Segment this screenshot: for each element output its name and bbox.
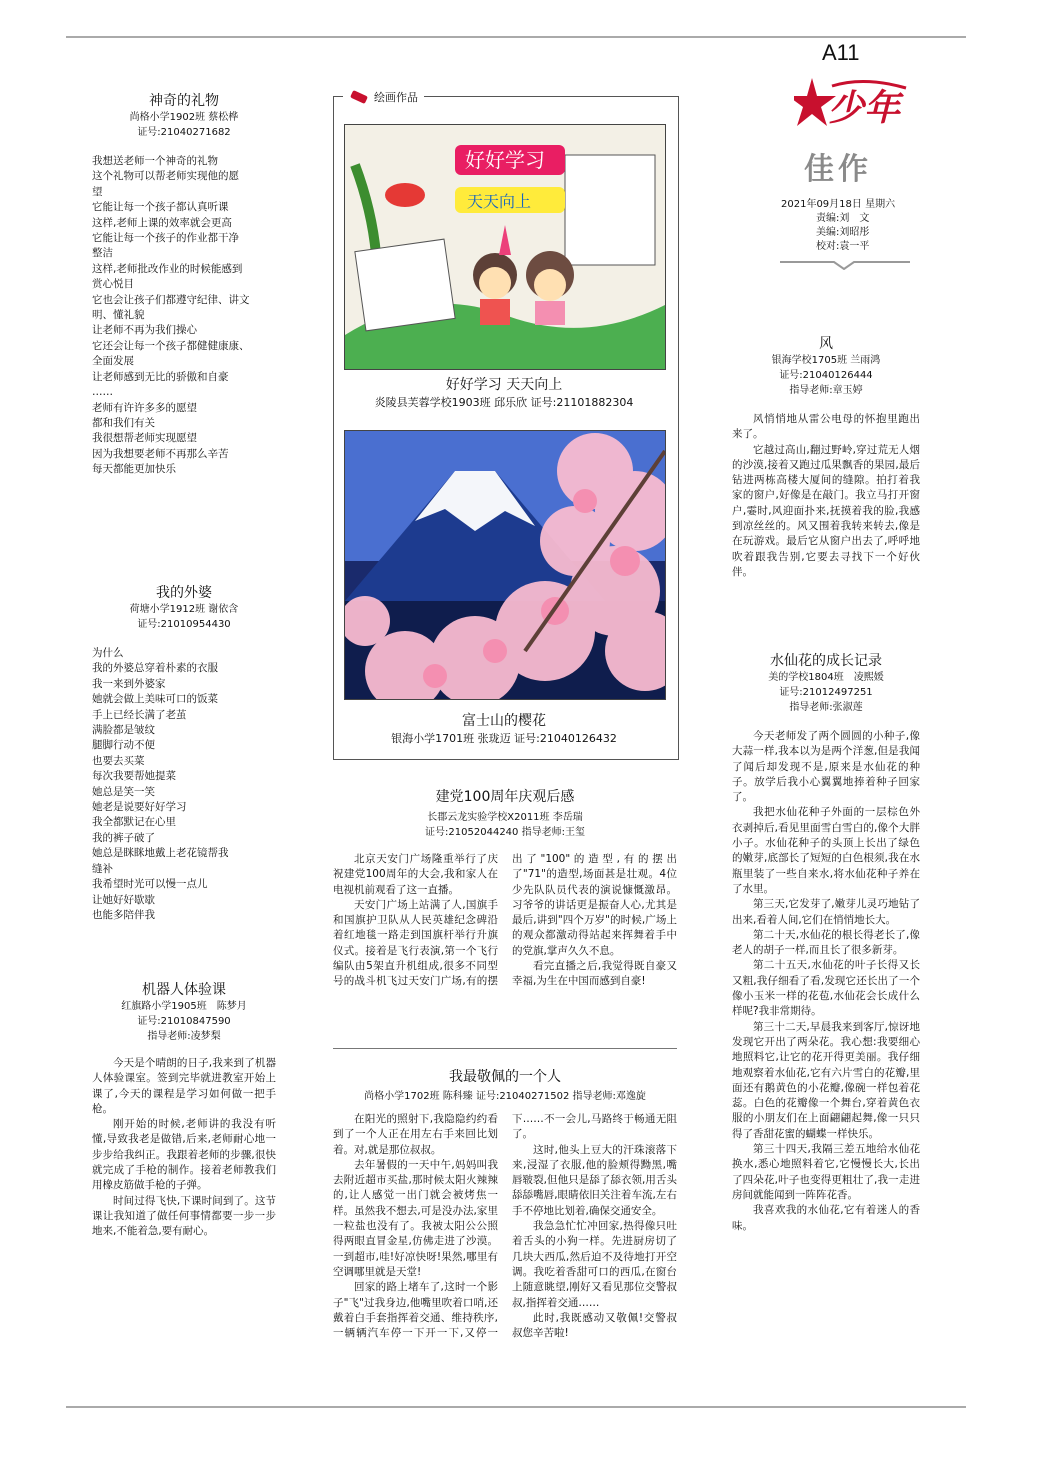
poem1-line: 明、懂礼貌	[92, 309, 145, 322]
essay-narcissus-title: 水仙花的成长记录	[770, 653, 882, 669]
artwork-2-image	[344, 430, 666, 700]
poem1-line: 我很想帮老师实现愿望	[92, 432, 197, 445]
poem-1-author: 尚格小学1902班 蔡松桦	[129, 112, 239, 123]
essay_robot-paragraph: 今天是个晴朗的日子,我来到了机器人体验课室。签到完毕就进教室开始上课了,今天的课程是学习如何做一把手枪。	[92, 1057, 276, 1115]
poem-1-title: 神奇的礼物	[149, 93, 219, 109]
essay_admire-paragraph: 这时,他头上豆大的汗珠滚落下来,浸湿了衣服,他的脸颊得黝黑,嘴唇皲裂,但他只是舔了舔衣领,用舌头舔舔嘴唇,眼睛依旧关注着车流,左右手不停地比划着,确保交通安全。	[512, 1143, 677, 1217]
poem1-line: 因为我想要老师不再那么辛苦	[92, 447, 229, 460]
artwork-2-meta: 银海小学1701班 张珑迈 证号:21040126432	[391, 732, 617, 745]
essay_narcissus-paragraph: 我把水仙花种子外面的一层棕色外衣剥掉后,看见里面雪白雪白的,像个大胖小子。水仙花种子的头顶上长出了绿色的嫩芽,底部长了短短的白色根须,我在水瓶里装了一些自来水,将水仙花种子养在了水里。	[732, 806, 920, 895]
poem1-line: 让老师不再为我们操心	[92, 324, 197, 337]
essay-narcissus-author: 美的学校1804班 凌熙媛	[768, 672, 884, 683]
page-code: A11	[822, 40, 860, 65]
artwork-2-title: 富士山的樱花	[462, 713, 546, 729]
gallery-tag-label: 绘画作品	[374, 91, 418, 104]
essay-wind-teacher: 指导老师:章玉婷	[789, 385, 863, 396]
poem-2	[92, 582, 276, 923]
essay-robot-author: 红旗路小学1905班 陈梦月	[121, 1001, 247, 1012]
artwork-2-illustration	[345, 431, 665, 699]
section-title: 佳作	[804, 152, 872, 187]
poem2-line: 我的裤子破了	[92, 831, 155, 844]
essay-party-title: 建党100周年庆观后感	[435, 789, 575, 805]
poem2-line: 我全都默记在心里	[92, 816, 176, 829]
proofreader-credit: 校对:袁一平	[816, 241, 870, 252]
poem2-line: 她总是眯眯地戴上老花镜帮我	[92, 847, 229, 860]
poem1-line: 全面发展	[92, 355, 134, 368]
poem1-line: 这样,老师上课的效率就会更高	[92, 216, 232, 229]
poem1-line: 这个礼物可以帮老师实现他的愿	[92, 170, 239, 183]
issue-date: 2021年09月18日 星期六	[781, 199, 896, 210]
poem1-line: 让老师感到无比的骄傲和自豪	[92, 370, 229, 383]
essay-narcissus-body	[732, 729, 920, 1234]
essay_admire-paragraph: 此时,我既感动又敬佩!交警叔叔您辛苦啦!	[512, 1311, 677, 1340]
poem2-line: 让她好好歇歇	[92, 893, 155, 906]
essay_narcissus-paragraph: 第三十四天,我隔三差五地给水仙花换水,悉心地照料着它,它慢慢长大,长出了四朵花,叶子也变得更粗壮了,我一走进房间就能闻到一阵阵花香。	[732, 1143, 920, 1201]
essay-wind-author: 银海学校1705班 兰雨鸿	[771, 355, 881, 366]
essay_robot-paragraph: 时间过得飞快,下课时间到了。这节课让我知道了做任何事情都要一步一步地来,不能着急,要有耐心。	[92, 1194, 276, 1238]
designer-credit: 美编:刘昭彤	[816, 227, 870, 238]
poem2-line: 也要去买菜	[92, 754, 145, 767]
essay_wind-paragraph: 它越过高山,翻过野岭,穿过荒无人烟的沙漠,接着又跑过瓜果飘香的果园,最后钻进两栋高楼大厦间的缝隙。拍打着我家的窗户,好像是在敲门。我立马打开窗户,霎时,风迎面扑来,抚摸着我的脸,我感到凉丝丝的。风又围着我转来转去,像是在玩游戏。最后它从窗户出去了,呼呼地吹着跟我告别,它要去寻找下一个好伙伴。	[732, 443, 920, 578]
poem-2-body	[92, 646, 276, 923]
essay_admire-paragraph: 在阳光的照射下,我隐隐约约看到了一个人正在用左右手来回比划着。对,就是那位叔叔。	[333, 1113, 498, 1156]
essay-robot	[92, 979, 276, 1240]
gallery-tag	[343, 88, 424, 106]
essay_narcissus-paragraph: 我喜欢我的水仙花,它有着迷人的香味。	[732, 1204, 920, 1232]
poem2-line: 她老是说要好好学习	[92, 801, 187, 814]
poem2-line: 缝补	[92, 862, 113, 875]
essay-narcissus	[732, 650, 920, 1234]
poem2-line: 满脸都是皱纹	[92, 724, 155, 737]
poem-2-title: 我的外婆	[156, 585, 212, 601]
essay_party-paragraph: 天安门广场上站满了人,国旗手和国旗护卫队从人民英雄纪念碑沿着红地毯一路走到国旗杆举行升旗仪式。接着是飞行表演,第一个飞行编队由5架直升机组成,很多不同型号的战斗机飞过天安门广场,有的摆出了"100"的造型,有的摆出了"71"的造型,场面甚是壮观。4位少先队队员代表的演说慷慨激昂。习爷爷的讲话更是振奋人心,尤其是最后,讲到"四个万岁"的时候,广场上的观众都激动得站起来挥舞着手中的党旗,掌声久久不息。	[333, 853, 677, 988]
essay_party-paragraph: 看完直播之后,我觉得既自豪又幸福,为生在中国而感到自豪!	[512, 960, 677, 988]
essay-wind-title: 风	[819, 336, 833, 352]
essay-admire-title: 我最敬佩的一个人	[449, 1069, 561, 1085]
essay-narcissus-teacher: 指导老师:张淑莲	[789, 702, 863, 713]
essay-narcissus-cert: 证号:21012497251	[779, 687, 873, 698]
poem2-line: 也能多陪伴我	[92, 908, 155, 921]
poem1-line: 都和我们有关	[92, 416, 155, 429]
poem-2-cert: 证号:21010954430	[137, 619, 231, 630]
essay_narcissus-paragraph: 今天老师发了两个圆圆的小种子,像大蒜一样,我本以为是两个洋葱,但是我闻了闻后却发现不是,原来是水仙花的种子。放学后我小心翼翼地捧着种子回家了。	[732, 730, 920, 804]
poem2-line: 腿脚行动不便	[92, 739, 155, 752]
essay-robot-body	[92, 1056, 276, 1240]
essay-party-body	[333, 852, 677, 1032]
essay-robot-cert: 证号:21010847590	[137, 1016, 231, 1027]
essay_party-paragraph: 北京天安门广场隆重举行了庆祝建党100周年的大会,我和家人在电视机前观看了这一直播。	[333, 853, 498, 896]
header-divider	[780, 256, 910, 270]
poem2-line: 我希望时光可以慢一点儿	[92, 878, 208, 891]
poem1-line: 它还会让每一个孩子都健健康康、	[92, 339, 250, 352]
essay-robot-teacher: 指导老师:凌梦梨	[147, 1031, 221, 1042]
star-logo-icon	[794, 76, 914, 138]
essay-admire-header	[333, 1066, 677, 1104]
svg-text:少年: 少年	[828, 88, 901, 129]
poem1-line: 我想送老师一个神奇的礼物	[92, 155, 218, 167]
essay-wind-body	[732, 412, 920, 580]
poem1-line: 这样,老师批改作业的时候能感到	[92, 262, 243, 275]
artwork-1-illustration	[345, 125, 665, 369]
essay_robot-paragraph: 刚开始的时候,老师讲的我没有听懂,导致我老是做错,后来,老师耐心地一步步给我纠正。我跟着老师的步骤,很快就完成了手枪的制作。接着老师教我们用橡皮筋做手枪的子弹。	[92, 1118, 276, 1192]
poem-1	[92, 90, 276, 478]
poem2-line: 每次我要帮她提菜	[92, 770, 176, 783]
poem2-line: 为什么	[92, 647, 124, 659]
essay_wind-paragraph: 风悄悄地从雷公电母的怀抱里跑出来了。	[732, 413, 920, 441]
artwork-1-text-1: 好好学习	[465, 148, 545, 172]
poem1-line: 每天都能更加快乐	[92, 463, 176, 476]
essay-robot-title: 机器人体验课	[142, 982, 226, 998]
poem-2-author: 荷塘小学1912班 谢依含	[129, 604, 239, 615]
poem1-line: 它能让每一个孩子的作业都干净	[92, 232, 239, 245]
masthead	[776, 38, 926, 270]
essay_narcissus-paragraph: 第二十天,水仙花的根长得老长了,像老人的胡子一样,而且长了很多新芽。	[732, 928, 920, 957]
essay-admire-body	[333, 1112, 677, 1382]
artwork-1-image	[344, 124, 666, 370]
poem2-line: 她就会做上美味可口的饭菜	[92, 693, 218, 706]
poem1-line: 它也会让孩子们都遵守纪律、讲文	[92, 293, 250, 306]
poem1-line: 整洁	[92, 247, 113, 260]
essay-wind-cert: 证号:21040126444	[779, 370, 873, 381]
essay_admire-paragraph: 我急急忙忙冲回家,热得像只吐着舌头的小狗一样。先进厨房切了几块大西瓜,然后迫不及待地打开空调。我吃着香甜可口的西瓜,在窗台上随意眺望,刚好又看见那位交警叔叔,指挥着交通……	[512, 1220, 677, 1309]
artwork-1-meta: 炎陵县芙蓉学校1903班 邱乐欣 证号:21101882304	[374, 396, 634, 409]
poem-1-body	[92, 154, 276, 478]
bottom-rule	[66, 1406, 966, 1408]
essay_narcissus-paragraph: 第三天,它发芽了,嫩芽儿灵巧地钻了出来,看着人间,它们在悄悄地长大。	[732, 898, 920, 926]
essay-party-author: 长郡云龙实验学校X2011班 李岳瑞	[427, 812, 583, 823]
essay-admire-meta: 尚格小学1702班 陈科臻 证号:21040271502 指导老师:邓逸旋	[364, 1091, 646, 1102]
poem2-line: 我一来到外婆家	[92, 677, 166, 690]
poem-1-cert: 证号:21040271682	[137, 127, 231, 138]
essay-party-cert: 证号:21052044240 指导老师:王玺	[425, 827, 585, 838]
poem2-line: 她总是笑一笑	[92, 785, 155, 798]
essay_narcissus-paragraph: 第三十二天,早晨我来到客厅,惊讶地发现它开出了两朵花。我心想:我要细心地照料它,让它的花开得更美丽。我仔细地观察着水仙花,它有六片雪白的花瓣,里面还有鹅黄色的小花瓣,像碗一样包着花蕊。白色的花瓣像一个舞台,穿着黄色衣服的小朋友们在上面翩翩起舞,像一只只得了香甜花蜜的蝴蝶一样快乐。	[732, 1020, 920, 1140]
editor-credit: 责编:刘 文	[816, 213, 870, 224]
poem1-line: 老师有许许多多的愿望	[92, 401, 197, 414]
poem1-line: ……	[92, 386, 113, 399]
essay_admire-paragraph: 回家的路上堵车了,这时一个影子"飞"过我身边,他嘴里吹着口哨,还戴着白手套指挥着交通、维持秩序,一辆辆汽车停一下开一下,又停一下……不一会儿,马路终于畅通无阻了。	[333, 1113, 677, 1340]
poem2-line: 我的外婆总穿着朴素的衣服	[92, 662, 218, 675]
poem2-line: 手上已经长满了老茧	[92, 708, 187, 721]
essay-party-header	[333, 786, 677, 840]
essay-wind	[732, 333, 920, 580]
poem1-line: 望	[92, 185, 103, 198]
pencil-icon	[349, 88, 371, 106]
middle-divider	[333, 1048, 677, 1049]
poem1-line: 它能让每一个孩子都认真听课	[92, 201, 229, 214]
poem1-line: 赏心悦目	[92, 278, 134, 291]
essay_admire-paragraph: 去年暑假的一天中午,妈妈叫我去附近超市买盐,那时候太阳火辣辣的,让人感觉一出门就会被烤焦一样。虽然我不想去,可是没办法,家里一粒盐也没有了。我被太阳公公照得两眼直冒金星,仿佛走进了沙漠。一到超市,哇!好凉快呀!果然,哪里有空调哪里就是天堂!	[333, 1158, 498, 1278]
artwork-1-title: 好好学习 天天向上	[445, 377, 563, 393]
essay_narcissus-paragraph: 第二十五天,水仙花的叶子长得又长又粗,我仔细看了看,发现它还长出了一个像小玉米一样的花苞,水仙花会长成什么样呢?我非常期待。	[732, 959, 920, 1018]
artwork-1-text-2: 天天向上	[467, 192, 532, 211]
